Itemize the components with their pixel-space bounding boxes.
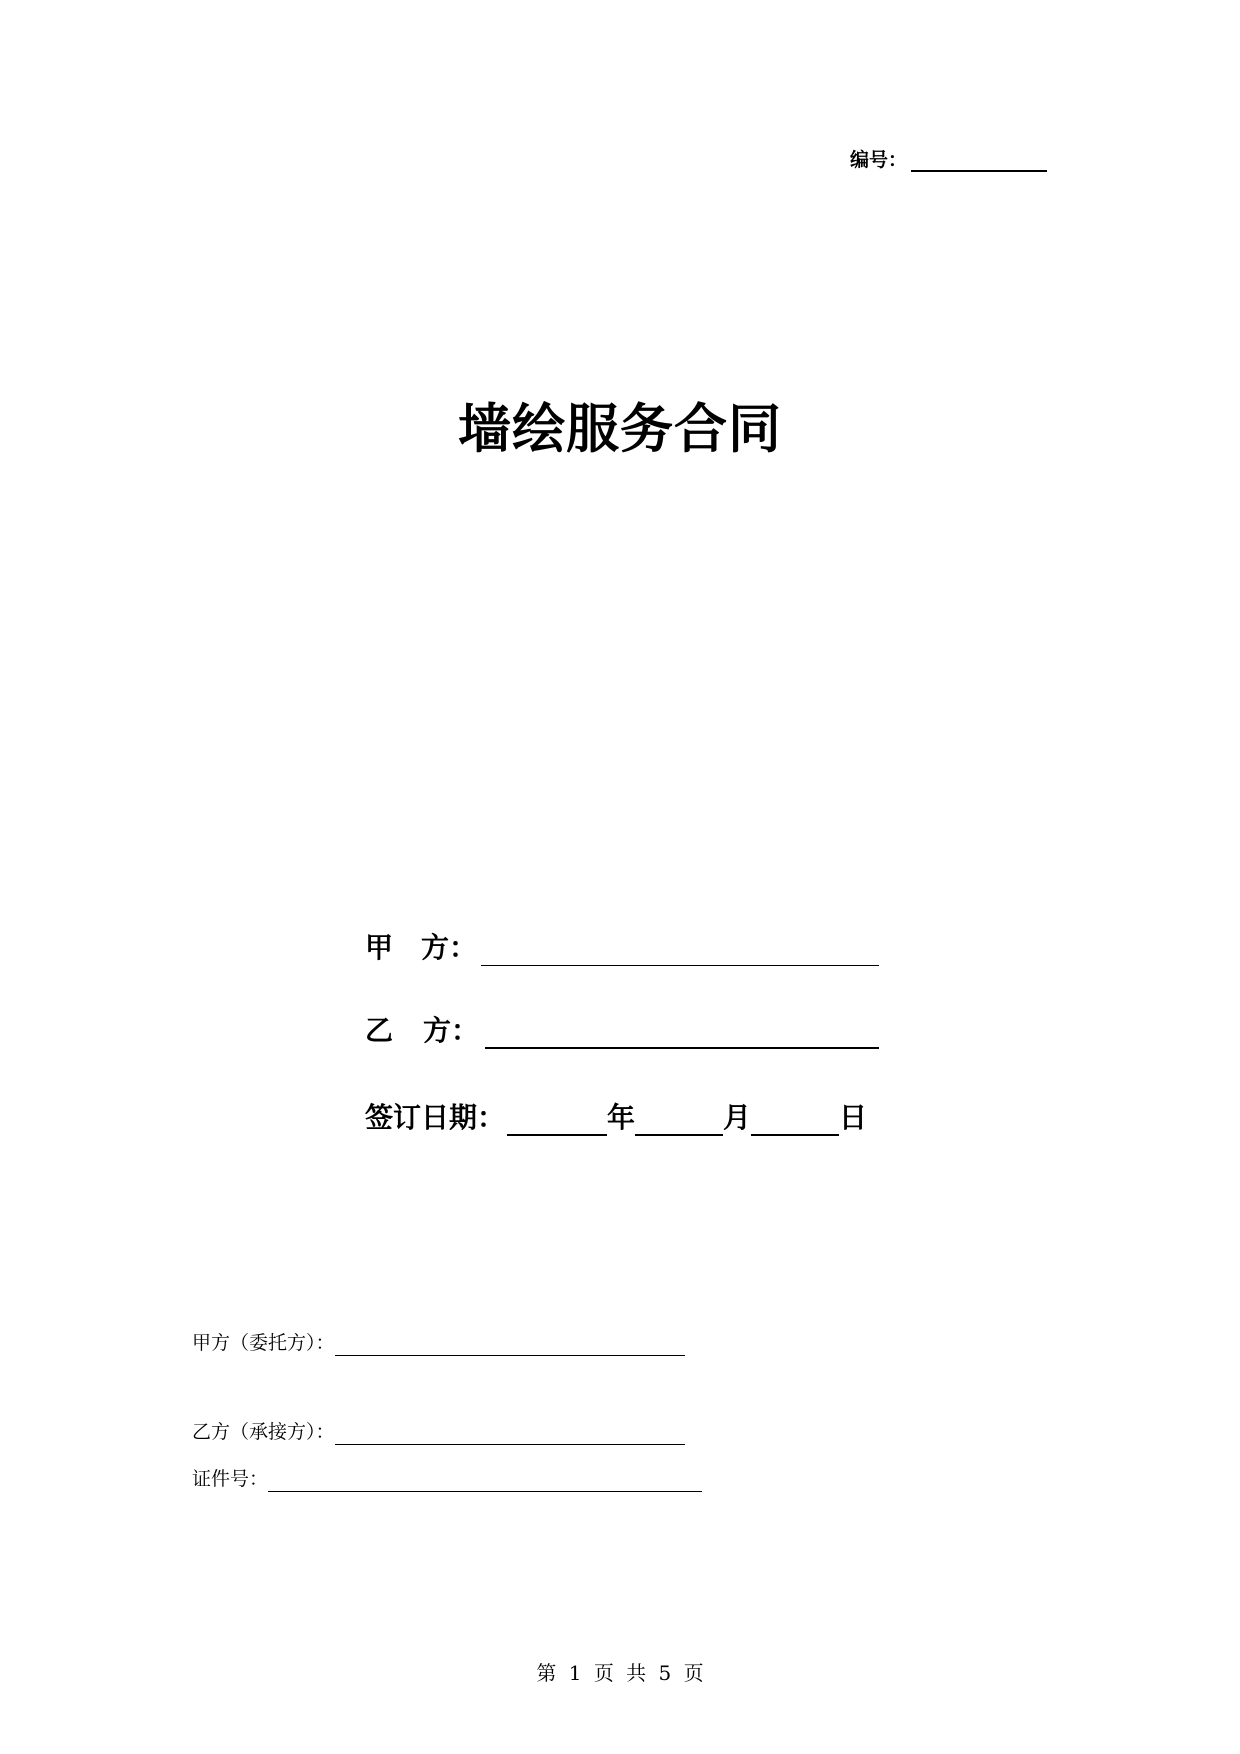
month-blank[interactable]: [635, 1104, 723, 1136]
party-a-label-colon: 方：: [421, 931, 478, 964]
contractor-row: [192, 1419, 685, 1445]
year-label: 年: [607, 1101, 636, 1134]
party-b-label-char: 乙: [365, 1014, 394, 1047]
year-blank[interactable]: [507, 1104, 607, 1136]
page-footer: 第 1 页 共 5 页: [536, 1661, 704, 1685]
client-label: 甲方（委托方）：: [192, 1332, 335, 1354]
party-a-blank[interactable]: [481, 935, 879, 966]
sign-date-row: [365, 1100, 867, 1136]
party-b-blank[interactable]: [485, 1017, 879, 1049]
contractor-label: 乙方（承接方）：: [192, 1421, 335, 1443]
day-blank[interactable]: [751, 1104, 839, 1136]
document-title: 墙绘服务合同: [458, 398, 782, 460]
day-label: 日: [839, 1101, 868, 1134]
party-b-label-colon: 方：: [423, 1014, 480, 1047]
cert-label: 证件号：: [192, 1468, 269, 1490]
sign-date-label: 签订日期：: [365, 1101, 506, 1134]
contractor-blank[interactable]: [335, 1422, 685, 1445]
party-b-row: [365, 1013, 879, 1049]
contract-number-field: [850, 148, 1047, 172]
party-a-label-char: 甲: [365, 931, 394, 964]
cert-blank[interactable]: [268, 1469, 702, 1492]
party-a-row: [365, 930, 879, 966]
month-label: 月: [723, 1101, 752, 1134]
contract-number-blank[interactable]: [911, 148, 1047, 172]
contract-number-label: 编号：: [850, 149, 908, 171]
client-blank[interactable]: [335, 1333, 685, 1356]
client-row: [192, 1330, 685, 1356]
cert-row: [192, 1466, 702, 1492]
